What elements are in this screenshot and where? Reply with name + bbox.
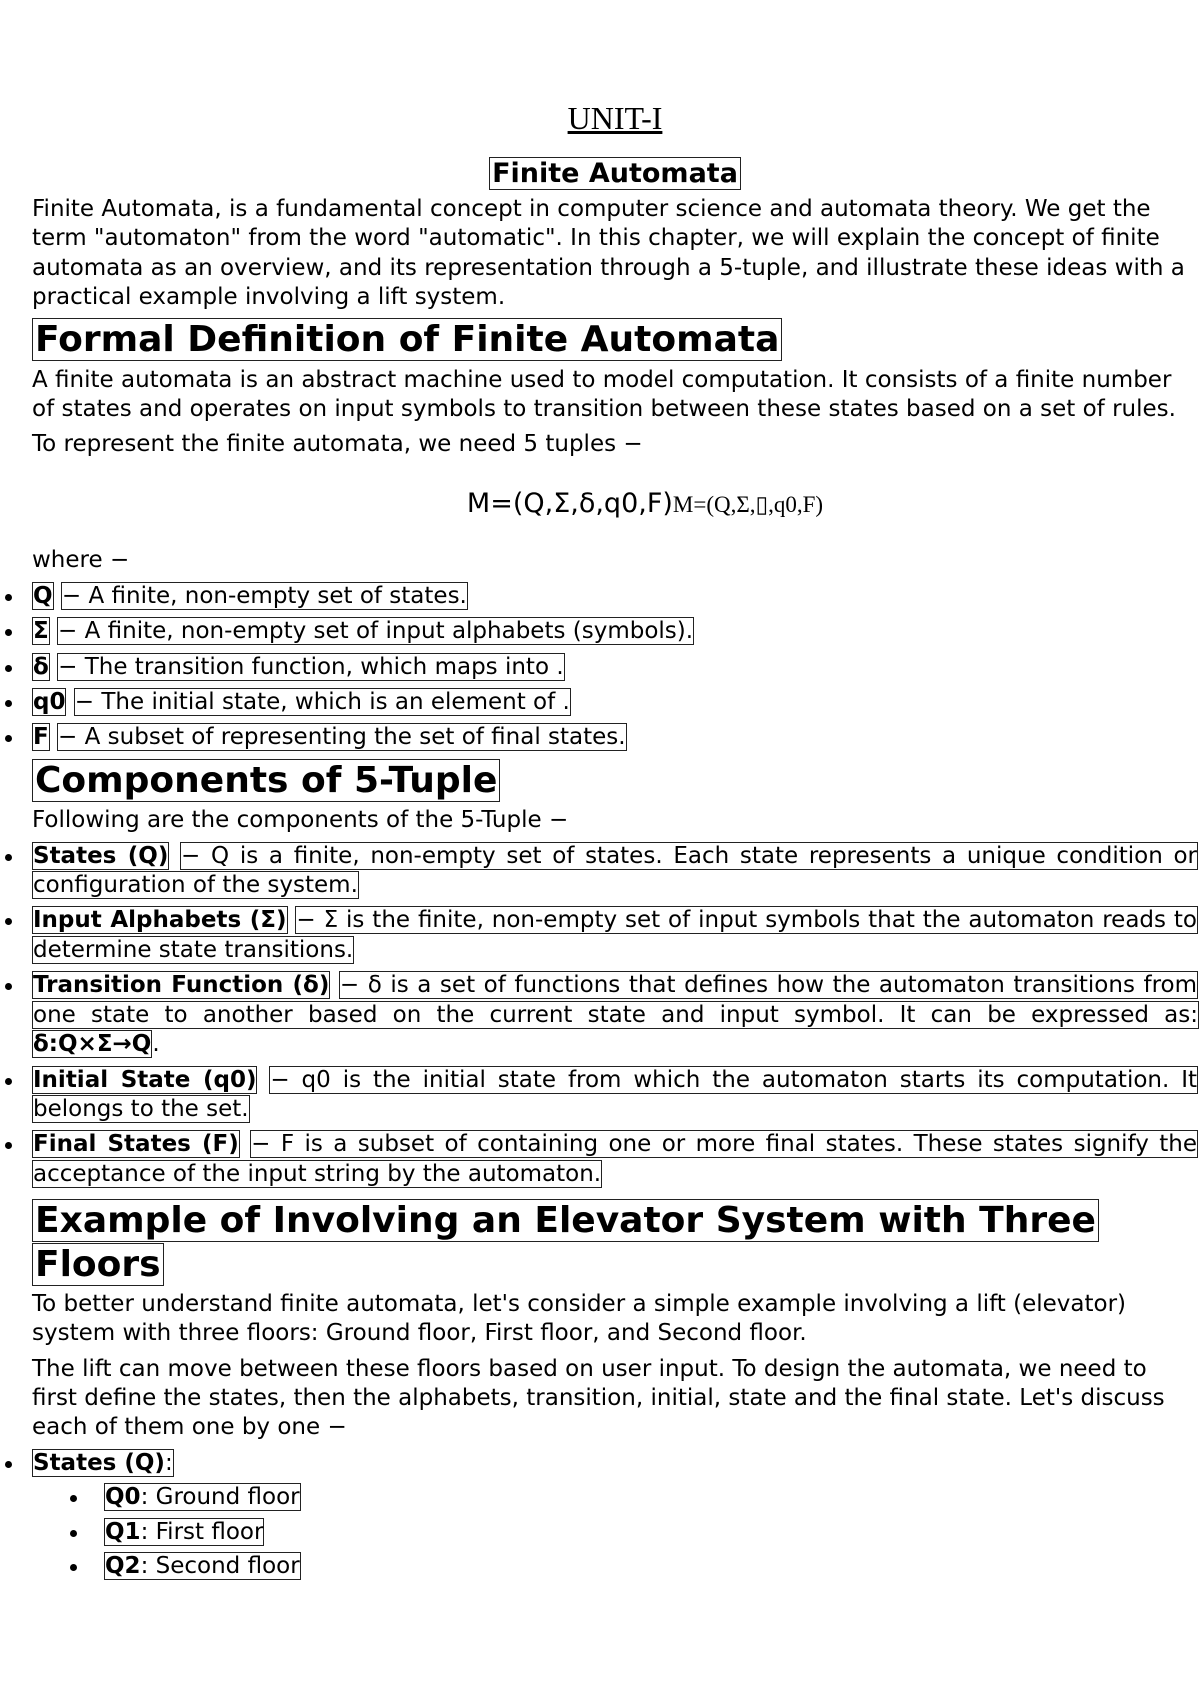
tuple-definition-list — [32, 582, 1198, 753]
state-key: Q0 — [105, 1484, 141, 1511]
chapter-title: Finite Automata — [489, 157, 741, 190]
list-item — [32, 906, 1198, 965]
list-item-text: − A finite, non-empty set of states. — [61, 582, 467, 609]
list-item-key: δ — [33, 653, 49, 680]
chapter-title-wrap — [32, 158, 1198, 190]
tuple-formula — [32, 488, 1198, 520]
list-item — [32, 582, 1198, 611]
list-item — [104, 1518, 1198, 1547]
list-item-text: − q0 is the initial state from which the automaton starts its computation. It belongs to the set. — [33, 1066, 1197, 1123]
list-item-key: Final States (F) — [33, 1131, 239, 1158]
state-text: : Ground floor — [140, 1484, 300, 1511]
list-item-tail: . — [152, 1031, 160, 1058]
where-label: where − — [32, 547, 130, 574]
list-item — [32, 1130, 1198, 1189]
list-item-text: − F is a subset of containing one or more final states. These states signify the acceptance of the input string by the automaton. — [33, 1131, 1197, 1187]
states-label: States (Q) — [33, 1449, 165, 1476]
intro-paragraph: Finite Automata, is a fundamental concept in computer science and automata theory. We get the term "automaton" from the word "automatic". In this chapter, we will explain the concept of finite automata as an overview, and its representation through a 5-tuple, and illustrate these ideas with a practical example involving a lift system. — [32, 195, 1185, 310]
list-item — [32, 723, 1198, 752]
section-heading-formal-definition — [32, 318, 1198, 361]
list-item-text: − The initial state, which is an element of . — [74, 689, 570, 716]
heading-line-2: Floors — [35, 1243, 161, 1285]
elevator-paragraph-2: The lift can move between these floors based on user input. To design the automata, we need to first define the states, then the alphabets, transition, initial, state and the final state. Let's discuss each of them one by one − — [32, 1355, 1165, 1441]
list-item-key: Transition Function (δ) — [33, 972, 330, 999]
list-item — [32, 617, 1198, 646]
state-key: Q2 — [105, 1553, 141, 1580]
list-item-text: − A subset of representing the set of final states. — [58, 724, 626, 751]
section-heading-text: Formal Definition of Finite Automata — [32, 318, 782, 361]
list-item — [32, 1449, 1198, 1582]
five-tuple-intro: To represent the finite automata, we need 5 tuples − — [32, 431, 643, 458]
list-item — [32, 842, 1198, 901]
transition-expression: δ:Q×Σ→Q — [33, 1031, 152, 1058]
heading-line-1: Example of Involving an Elevator System with Three — [35, 1200, 1096, 1242]
list-item-key: Initial State (q0) — [33, 1066, 257, 1093]
list-item-text: − The transition function, which maps into . — [58, 653, 564, 680]
section-heading-text — [32, 1199, 1099, 1285]
unit-title: UNIT-I — [567, 100, 663, 136]
state-text: : Second floor — [140, 1553, 300, 1580]
components-intro: Following are the components of the 5-Tuple − — [32, 807, 569, 834]
formula-alt: M=(Q,Σ,▯,q0,F) — [672, 491, 824, 517]
list-item — [32, 971, 1198, 1059]
elevator-list — [32, 1449, 1198, 1582]
list-item — [104, 1552, 1198, 1581]
section-heading-elevator-example — [32, 1199, 1198, 1285]
list-item-key: q0 — [33, 689, 66, 716]
states-colon: : — [164, 1449, 173, 1476]
formula-main: M=(Q,Σ,δ,q0,F) — [466, 487, 673, 519]
list-item-key: F — [33, 724, 49, 751]
components-list — [32, 842, 1198, 1190]
state-text: : First floor — [140, 1518, 264, 1545]
states-sublist — [104, 1483, 1198, 1581]
list-item-text: − δ is a set of functions that defines how the automaton transitions from one state to another based on the current state and input symbol. It can be expressed as: — [33, 972, 1198, 1028]
elevator-paragraph-1: To better understand finite automata, let's consider a simple example involving a lift (elevator) system with three floors: Ground floor, First floor, and Second floor. — [32, 1290, 1127, 1347]
list-item-key: Input Alphabets (Σ) — [33, 907, 287, 934]
list-item-key: States (Q) — [33, 842, 169, 869]
list-item — [32, 1066, 1198, 1125]
formal-definition-paragraph: A finite automata is an abstract machine used to model computation. It consists of a finite number of states and operates on input symbols to transition between these states based on a set of rules. — [32, 366, 1176, 422]
section-heading-text: Components of 5-Tuple — [32, 759, 500, 802]
list-item-text: − Σ is the finite, non-empty set of input symbols that the automaton reads to determine state transitions. — [33, 907, 1198, 963]
state-key: Q1 — [105, 1518, 141, 1545]
list-item-key: Q — [33, 582, 53, 609]
list-item-key: Σ — [33, 618, 49, 645]
list-item-text: − A finite, non-empty set of input alphabets (symbols). — [58, 618, 694, 645]
list-item — [104, 1483, 1198, 1512]
list-item — [32, 653, 1198, 682]
list-item — [32, 688, 1198, 717]
section-heading-components — [32, 759, 1198, 802]
list-item-text: − Q is a finite, non-empty set of states. Each state represents a unique condition or configuration of the system. — [33, 842, 1197, 898]
document-page — [32, 0, 1198, 1582]
